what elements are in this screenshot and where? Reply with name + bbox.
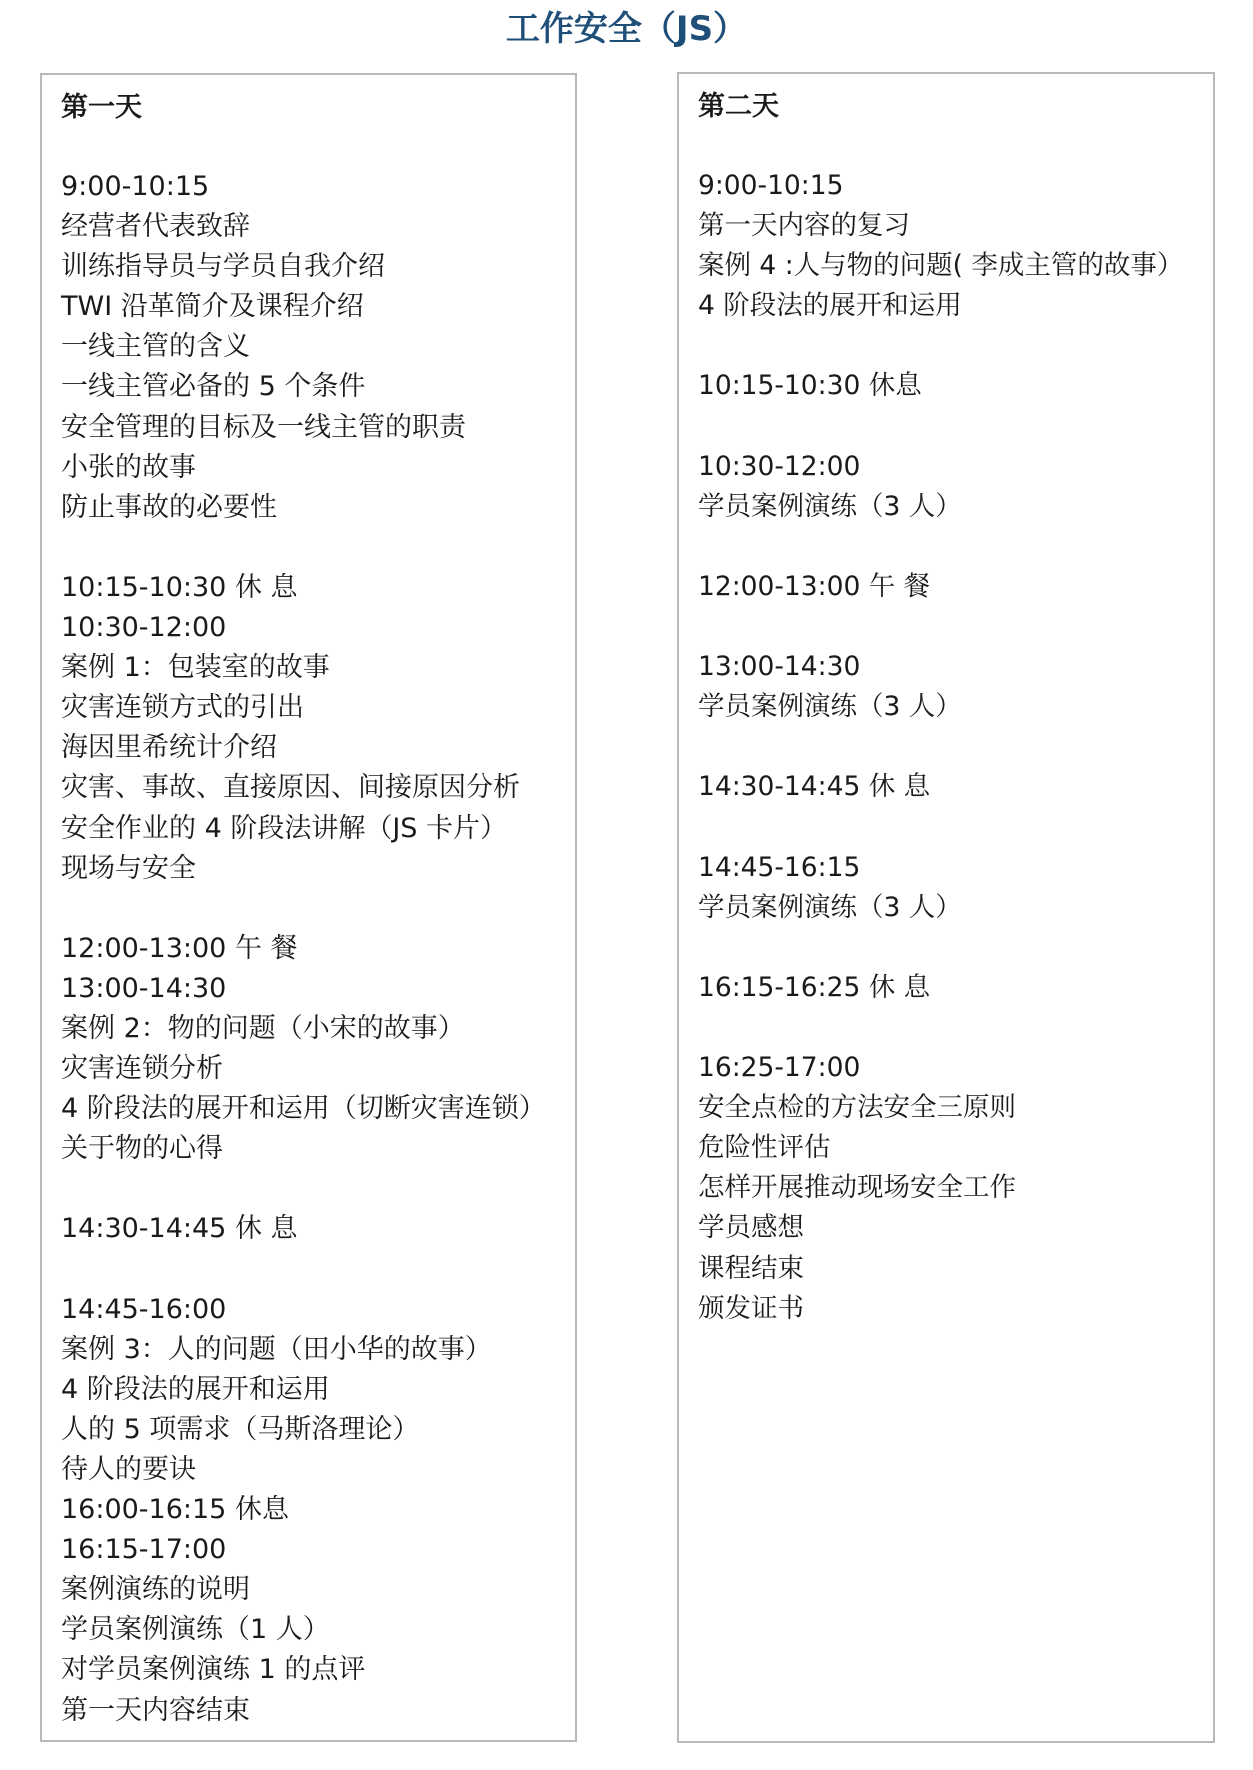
schedule-line: 4 阶段法的展开和运用 [61,1373,330,1405]
schedule-line: 海因里希统计介绍 [61,732,277,764]
schedule-line: 10:15-10:30 休 息 [61,571,298,603]
schedule-line: 一线主管必备的 5 个条件 [61,371,366,403]
schedule-line: 14:45-16:15 [698,851,861,883]
schedule-line: 安全点检的方法安全三原则 [698,1092,1016,1124]
day1-heading: 第一天 [61,92,142,123]
schedule-line: 学员感想 [698,1212,804,1244]
day2-schedule-panel [677,72,1215,1743]
blank-line [61,1250,546,1290]
schedule-line: 16:15-17:00 [61,1534,227,1566]
blank-line [698,1008,1183,1048]
page-title: 工作安全（JS） [505,9,748,49]
blank-line [698,407,1183,447]
schedule-line: 9:00-10:15 [61,171,210,202]
schedule-line: 安全作业的 4 阶段法讲解（JS 卡片） [61,812,508,844]
schedule-line: 14:30-14:45 休 息 [698,771,931,803]
schedule-line: 12:00-13:00 午 餐 [61,932,298,964]
schedule-line: 小张的故事 [61,451,196,483]
schedule-line: 灾害连锁分析 [61,1053,223,1085]
schedule-line: 学员案例演练（3 人） [698,490,962,522]
schedule-line: 安全管理的目标及一线主管的职责 [61,411,466,443]
schedule-line: 4 阶段法的展开和运用 [698,290,962,322]
schedule-line: 10:30-12:00 [698,450,861,482]
schedule-line: 案例 3：人的问题（田小华的故事） [61,1333,492,1365]
schedule-line: 学员案例演练（3 人） [698,891,962,923]
schedule-line: 灾害连锁方式的引出 [61,692,304,724]
schedule-line: 灾害、事故、直接原因、间接原因分析 [61,772,520,804]
schedule-line: 16:25-17:00 [698,1052,861,1084]
blank-line [61,1169,546,1209]
schedule-line: 防止事故的必要性 [61,491,277,523]
day1-schedule-panel [40,73,577,1742]
schedule-line: 待人的要诀 [61,1454,196,1485]
schedule-line: 对学员案例演练 1 的点评 [61,1654,366,1686]
blank-line [698,607,1183,647]
schedule-line: 学员案例演练（1 人） [61,1614,330,1646]
schedule-line: TWI 沿革简介及课程介绍 [61,291,364,323]
schedule-line: 颁发证书 [698,1292,804,1324]
schedule-line: 人的 5 项需求（马斯洛理论） [61,1413,420,1445]
schedule-line: 案例演练的说明 [61,1574,250,1606]
blank-line [698,727,1183,767]
schedule-line: 14:30-14:45 休 息 [61,1213,298,1245]
blank-line [698,808,1183,848]
schedule-line: 怎样开展推动现场安全工作 [698,1172,1016,1204]
blank-line [698,527,1183,567]
schedule-line: 课程结束 [698,1252,804,1284]
schedule-line: 9:00-10:15 [698,170,844,201]
schedule-line: 一线主管的含义 [61,331,250,363]
day2-schedule-list [698,166,1183,1329]
blank-line [61,889,546,929]
day1-schedule-list [61,167,546,1731]
schedule-line: 危险性评估 [698,1132,831,1164]
blank-line [698,928,1183,968]
schedule-line: 案例 4 :人与物的问题( 李成主管的故事） [698,250,1184,282]
schedule-line: 10:15-10:30 休息 [698,370,922,402]
blank-line [61,528,546,568]
schedule-line: 学员案例演练（3 人） [698,691,962,723]
schedule-line: 现场与安全 [61,852,196,884]
schedule-line: 10:30-12:00 [61,612,227,644]
schedule-line: 13:00-14:30 [61,972,227,1004]
schedule-line: 4 阶段法的展开和运用（切断灾害连锁） [61,1093,546,1125]
schedule-line: 16:00-16:15 休息 [61,1494,289,1526]
schedule-line: 12:00-13:00 午 餐 [698,570,931,602]
schedule-line: 经营者代表致辞 [61,211,250,243]
schedule-line: 第一天内容结束 [61,1694,250,1726]
schedule-line: 16:15-16:25 休 息 [698,971,931,1003]
schedule-line: 13:00-14:30 [698,651,861,683]
schedule-line: 14:45-16:00 [61,1293,227,1325]
schedule-line: 关于物的心得 [61,1133,223,1165]
day2-heading: 第二天 [698,91,779,122]
blank-line [698,326,1183,366]
schedule-line: 训练指导员与学员自我介绍 [61,251,385,283]
schedule-line: 案例 1：包装室的故事 [61,652,330,684]
schedule-line: 第一天内容的复习 [698,210,910,242]
schedule-line: 案例 2：物的问题（小宋的故事） [61,1012,465,1044]
